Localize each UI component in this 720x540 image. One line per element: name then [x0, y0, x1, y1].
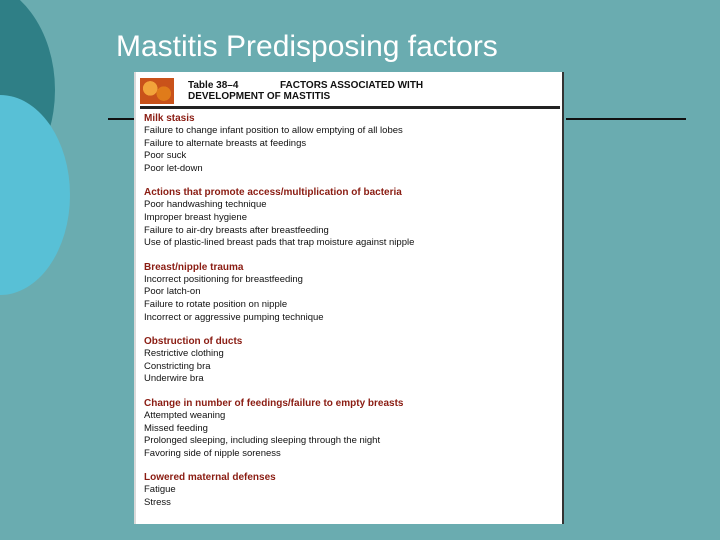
- list-item: Favoring side of nipple soreness: [144, 447, 281, 459]
- list-item: Incorrect or aggressive pumping technique: [144, 311, 324, 323]
- section-bacteria: [144, 186, 558, 249]
- list-item: Poor latch-on: [144, 286, 201, 298]
- list-item: Prolonged sleeping, including sleeping through the night: [144, 435, 381, 447]
- table-header-rule: [140, 106, 560, 109]
- section-milk-stasis: [144, 112, 558, 175]
- list-item: Poor handwashing technique: [144, 199, 267, 211]
- table-heading-line1: FACTORS ASSOCIATED WITH: [280, 80, 424, 91]
- section-title: Lowered maternal defenses: [144, 472, 276, 484]
- list-item: Use of plastic-lined breast pads that trap moisture against nipple: [144, 237, 415, 249]
- list-item: Constricting bra: [144, 360, 211, 372]
- title-rule-left: [108, 118, 134, 120]
- list-item: Underwire bra: [144, 373, 204, 385]
- list-item: Failure to air-dry breasts after breastfeeding: [144, 224, 329, 236]
- section-obstruction-of-ducts: [144, 335, 558, 386]
- section-feedings-change: [144, 397, 558, 460]
- section-lowered-defenses: [144, 471, 558, 509]
- list-item: Missed feeding: [144, 422, 208, 434]
- list-item: Improper breast hygiene: [144, 211, 247, 223]
- section-title: Breast/nipple trauma: [144, 261, 244, 273]
- table-heading-line2: DEVELOPMENT OF MASTITIS: [188, 91, 331, 102]
- table-number: Table 38–4: [188, 80, 239, 91]
- table-content: [144, 112, 558, 520]
- section-title: Change in number of feedings/failure to empty breasts: [144, 397, 404, 409]
- slide-title: Mastitis Predisposing factors: [116, 30, 498, 63]
- list-item: Fatigue: [144, 484, 176, 496]
- list-item: Restrictive clothing: [144, 348, 224, 360]
- list-item: Failure to change infant position to allow emptying of all lobes: [144, 125, 403, 136]
- decorative-circle-light: [0, 95, 70, 295]
- table-header: [188, 80, 423, 102]
- section-title: Actions that promote access/multiplication of bacteria: [144, 187, 402, 199]
- section-breast-nipple-trauma: [144, 261, 558, 324]
- list-item: Incorrect positioning for breastfeeding: [144, 273, 303, 285]
- section-title: Milk stasis: [144, 113, 195, 124]
- title-rule-right: [566, 118, 686, 120]
- list-item: Poor suck: [144, 150, 187, 162]
- list-item: Failure to rotate position on nipple: [144, 298, 288, 310]
- list-item: Attempted weaning: [144, 409, 226, 421]
- factors-table: [134, 72, 564, 524]
- list-item: Failure to alternate breasts at feedings: [144, 137, 307, 149]
- table-thumbnail-image: [140, 78, 174, 104]
- list-item: Poor let-down: [144, 162, 203, 174]
- list-item: Stress: [144, 496, 171, 508]
- section-title: Obstruction of ducts: [144, 336, 243, 348]
